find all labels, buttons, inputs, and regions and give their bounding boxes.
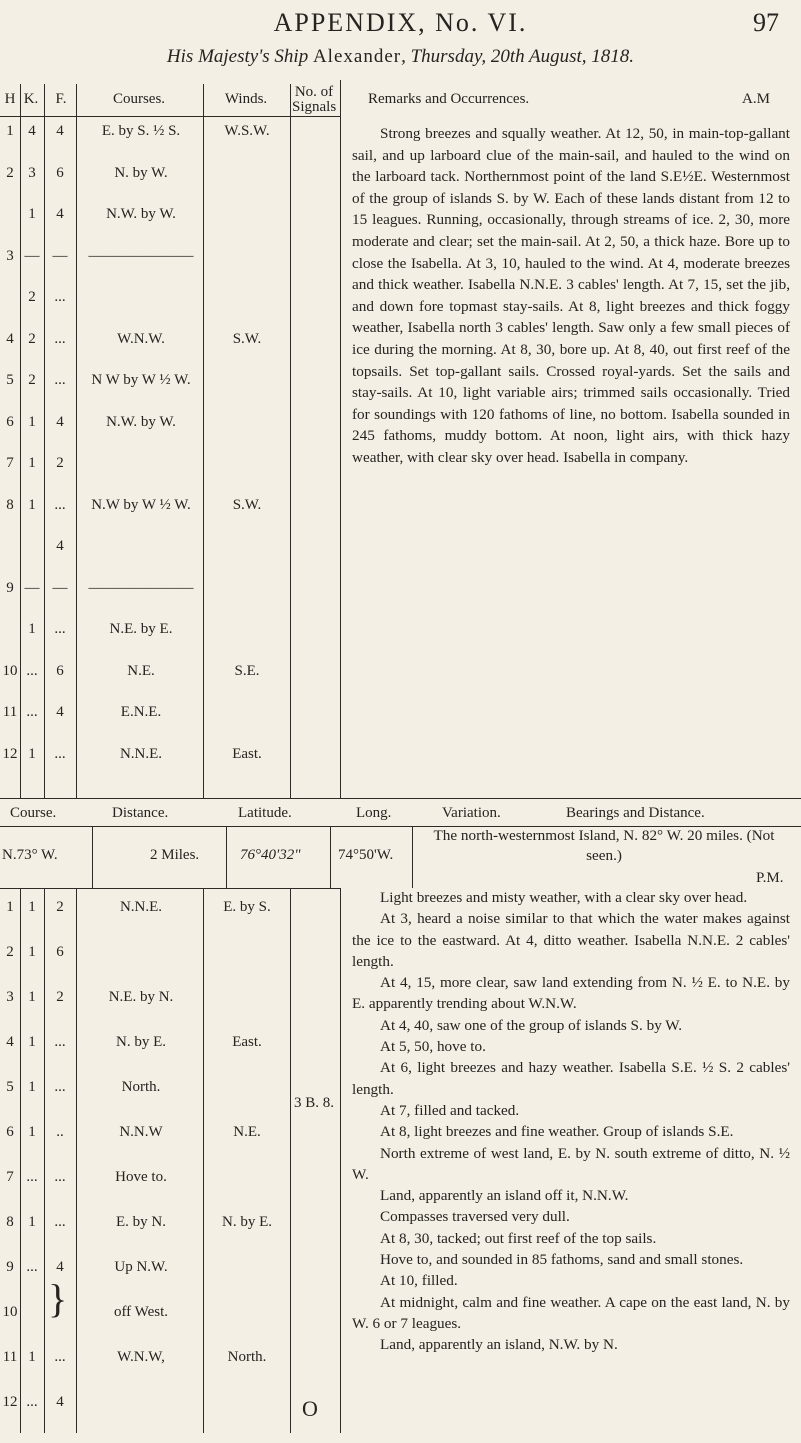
- pm-remark: At 4, 40, saw one of the group of islands S. by W.: [380, 1016, 683, 1034]
- am-row-wind: S.W.: [232, 496, 262, 513]
- subtitle-date: , Thursday, 20th August, 1818.: [401, 46, 635, 67]
- header-knots: K.: [23, 91, 39, 107]
- pm-remark: At midnight, calm and fine weather. A cape on the east land, N. by W. 6 or 7 leagues.: [352, 1293, 790, 1332]
- pm-row-fathoms: ...: [54, 1349, 66, 1365]
- pm-col-rule: [20, 888, 21, 1433]
- am-row-hour: 4: [6, 330, 14, 347]
- pm-row-hour: 8: [6, 1214, 14, 1230]
- am-row-knots: 4: [28, 123, 36, 139]
- pm-signal-2: O: [302, 1396, 318, 1421]
- pm-remark: At 3, heard a noise similar to that which the water makes against the ice to the eastward. At 4, ditto weather. Isabella N.N.E. 2 cables' length.: [352, 910, 790, 970]
- pm-row-fathoms: 2: [56, 989, 64, 1005]
- am-row-course: N.E.: [127, 662, 155, 679]
- pm-row-knots: 1: [28, 1034, 36, 1050]
- pm-row-wind: N. by E.: [222, 1214, 272, 1230]
- pm-row-course: N.N.W: [119, 1124, 163, 1140]
- summary-latitude: 76°40'32": [240, 847, 301, 863]
- pm-row-hour: 1: [6, 899, 14, 915]
- pm-row-course: North.: [121, 1079, 161, 1095]
- am-row-course: N.E. by E.: [109, 621, 173, 637]
- am-row-knots: —: [24, 579, 40, 596]
- am-remarks-text: Strong breezes and squally weather. At 12, 50, in main-top-gallant sail, and up larboard clue of the main-sail, and hauled to the wind on the larboard tack. Northernmost point of the land S.E½E. Westernmost of the group of islands S. by W. Each of these lands distant from 12 to 15 leagues. Running, occasionally, through streams of ice. 2, 30, more moderate and clear; set the main-sail. At 2, 50, a thick haze. Bore up to close the Isabella. At 3, 10, hauled to the wind. At 4, moderate breezes and thick weather. Isabella N.N.E. 3 cables' length. At 7, 15, set the jib, and down fore topmast stay-sails. At 8, light breezes and thick foggy weather, Isabella north 3 cables' length. Saw only a few small pieces of ice during the morning. At 8, 30, bore up. At 8, 40, out first reef of the topsails. Set top-gallant sails. Crossed royal-yards. Set the sails and stay-sails. At 10, light variable airs; trimmed sails occasionally. Tried for soundings with 120 fathoms of line, no bottom. Isabella sounded in 245 fathoms, muddy bottom. At noon, light airs, with thick hazy weather, with clear sky over head. Isabella in company.: [352, 125, 790, 466]
- pm-row-wind: North.: [227, 1349, 267, 1365]
- am-row-fathoms: 2: [56, 455, 64, 471]
- am-row-hour: 11: [2, 704, 18, 720]
- am-row-hour: 8: [6, 496, 14, 513]
- pm-row-hour: 7: [6, 1169, 14, 1185]
- summary-top-rule: [0, 798, 801, 799]
- am-row-course: E.N.E.: [120, 704, 162, 720]
- am-row-fathoms: 4: [56, 413, 64, 430]
- am-row-fathoms: 6: [56, 662, 64, 679]
- am-row-fathoms: 4: [56, 704, 64, 720]
- pm-row-hour: 4: [6, 1034, 14, 1050]
- am-row-wind: S.E.: [234, 662, 260, 679]
- pm-row-fathoms: 4: [56, 1394, 64, 1410]
- pm-remark: At 5, 50, hove to.: [380, 1038, 486, 1056]
- am-row-fathoms: ...: [54, 745, 66, 762]
- am-row-course: N.N.E.: [119, 745, 163, 762]
- summary-col-rule: [92, 826, 93, 888]
- am-row-hour: 9: [6, 579, 14, 596]
- pm-row-hour: 10: [2, 1304, 18, 1320]
- subtitle-ship: His Majesty's Ship: [166, 46, 309, 67]
- am-remarks: [352, 123, 790, 469]
- am-col-rule: [44, 84, 45, 798]
- am-row-fathoms: 4: [56, 206, 64, 222]
- summary-col-rule: [226, 826, 227, 888]
- pm-remark: Compasses traversed very dull.: [380, 1208, 570, 1226]
- pm-row-course: Up N.W.: [114, 1259, 168, 1275]
- pm-row-fathoms: ...: [54, 1169, 66, 1185]
- am-row-knots: 2: [28, 330, 36, 347]
- pm-row-wind: N.E.: [233, 1124, 261, 1140]
- pm-remark: North extreme of west land, E. by N. south extreme of ditto, N. ½ W.: [352, 1144, 790, 1183]
- am-row-fathoms: —: [52, 579, 68, 596]
- am-col-rule: [290, 84, 291, 798]
- summary-header-latitude: Latitude.: [238, 805, 292, 821]
- summary-header-distance: Distance.: [112, 805, 169, 821]
- am-header-rule: [0, 116, 340, 117]
- am-row-fathoms: 4: [56, 123, 64, 139]
- summary-col-rule: [330, 826, 331, 888]
- header-am: A.M: [742, 91, 770, 107]
- am-row-fathoms: ...: [54, 330, 66, 347]
- am-row-fathoms: 6: [56, 164, 64, 181]
- am-row-knots: 1: [28, 413, 36, 430]
- summary-header-course: Course.: [10, 805, 57, 821]
- am-row-knots: 3: [28, 164, 36, 181]
- pm-col-rule: [76, 888, 77, 1433]
- pm-row-knots: 1: [28, 989, 36, 1005]
- am-row-knots: ...: [26, 662, 38, 679]
- am-row-hour: 10: [2, 662, 18, 679]
- am-col-rule: [76, 84, 77, 798]
- pm-row-hour: 3: [6, 989, 14, 1005]
- am-row-course: N.W by W ½ W.: [91, 496, 191, 513]
- pm-row-wind: E. by S.: [223, 899, 271, 915]
- pm-row-course: Hove to.: [115, 1169, 167, 1185]
- pm-signal-1: 3 B. 8.: [294, 1095, 335, 1111]
- pm-row-fathoms: 2: [56, 899, 64, 915]
- pm-row-fathoms: 4: [56, 1259, 64, 1275]
- am-row-course: N.W. by W.: [106, 413, 176, 430]
- log-subtitle: [0, 46, 801, 68]
- pm-row-knots: 1: [28, 1214, 36, 1230]
- pm-row-fathoms: ...: [54, 1214, 66, 1230]
- am-row-course: W.N.W.: [117, 330, 165, 347]
- pm-row-knots: 1: [28, 1124, 36, 1140]
- header-remarks: Remarks and Occurrences.: [368, 91, 530, 107]
- am-row-fathoms: ...: [54, 289, 66, 305]
- pm-row-fathoms: 6: [56, 944, 64, 960]
- pm-row-knots: ...: [26, 1259, 38, 1275]
- pm-top-rule: [0, 888, 340, 889]
- pm-remark: At 6, light breezes and hazy weather. Isabella S.E. ½ S. 2 cables' length.: [352, 1059, 790, 1098]
- am-row-fathoms: 4: [56, 538, 64, 554]
- am-row-hour: 7: [6, 455, 14, 471]
- pm-row-course: E. by N.: [116, 1214, 166, 1230]
- pm-col-rule: [290, 888, 291, 1433]
- pm-row-course: off West.: [113, 1304, 169, 1320]
- pm-row-hour: 5: [6, 1079, 14, 1095]
- pm-remarks-divider: [340, 888, 341, 1433]
- pm-row-knots: ...: [26, 1394, 38, 1410]
- subtitle-ship-name: Alexander: [312, 46, 402, 67]
- brace-9-10: }: [48, 1276, 68, 1321]
- am-row-wind: East.: [232, 745, 262, 762]
- summary-header-bearings: Bearings and Distance.: [566, 805, 705, 821]
- pm-remark: Hove to, and sounded in 85 fathoms, sand and small stones.: [380, 1251, 744, 1269]
- pm-remark: At 10, filled.: [380, 1272, 458, 1290]
- header-hour: H: [4, 91, 16, 107]
- am-row-fathoms: ...: [54, 496, 66, 513]
- pm-row-knots: 1: [28, 1079, 36, 1095]
- summary-header-variation: Variation.: [442, 805, 501, 821]
- pm-row-wind: East.: [232, 1034, 262, 1050]
- summary-bearings: The north-westernmost Island, N. 82° W. 20 miles. (Not seen.): [433, 827, 775, 864]
- pm-remark: At 7, filled and tacked.: [380, 1101, 520, 1119]
- pm-row-knots: ...: [26, 1169, 38, 1185]
- header-courses: Courses.: [112, 91, 166, 107]
- pm-row-course: N.E. by N.: [108, 989, 174, 1005]
- header-fathoms: F.: [55, 91, 67, 107]
- pm-remark: At 4, 15, more clear, saw land extending from N. ½ E. to N.E. by E. apparently trending about W.N.W.: [352, 974, 790, 1013]
- pm-row-knots: 1: [28, 899, 36, 915]
- am-row-knots: 1: [28, 621, 36, 637]
- pm-remark: Land, apparently an island off it, N.N.W.: [380, 1187, 629, 1205]
- pm-remark: At 8, light breezes and fine weather. Group of islands S.E.: [380, 1123, 734, 1141]
- am-col-rule: [203, 84, 204, 798]
- am-row-hour: 5: [6, 372, 14, 388]
- pm-remarks: [352, 887, 790, 1356]
- am-row-hour: 3: [6, 247, 14, 264]
- am-row-course: E. by S. ½ S.: [101, 123, 181, 139]
- header-signals: No. of Signals: [292, 84, 337, 115]
- pm-row-course: N. by E.: [116, 1034, 166, 1050]
- am-row-knots: 1: [28, 496, 36, 513]
- am-row-course: N W by W ½ W.: [91, 372, 191, 388]
- pm-remark: Light breezes and misty weather, with a clear sky over head.: [380, 889, 748, 906]
- pm-row-course: W.N.W,: [117, 1349, 165, 1365]
- pm-remark: At 8, 30, tacked; out first reef of the top sails.: [380, 1229, 657, 1247]
- pm-col-rule: [203, 888, 204, 1433]
- header-pm: P.M.: [756, 870, 784, 886]
- am-row-fathoms: ...: [54, 621, 66, 637]
- am-row-course: ———————: [88, 247, 194, 264]
- summary-distance: 2 Miles.: [150, 847, 200, 863]
- am-row-wind: W.S.W.: [224, 123, 270, 139]
- pm-row-knots: 1: [28, 944, 36, 960]
- am-col-rule: [20, 84, 21, 798]
- am-row-fathoms: —: [52, 247, 68, 264]
- am-row-wind: S.W.: [232, 330, 262, 347]
- am-row-knots: ...: [26, 704, 38, 720]
- am-row-course: N. by W.: [114, 164, 168, 181]
- pm-row-hour: 11: [2, 1349, 18, 1365]
- header-winds: Winds.: [224, 91, 268, 107]
- appendix-title: APPENDIX, No. VI.: [273, 8, 528, 37]
- pm-col-rule: [44, 888, 45, 1433]
- pm-row-hour: 2: [6, 944, 14, 960]
- summary-course: N.73° W.: [2, 847, 58, 863]
- am-row-fathoms: ...: [54, 372, 66, 388]
- am-row-course: ———————: [88, 579, 194, 596]
- am-row-hour: 6: [6, 413, 14, 430]
- am-row-knots: 2: [28, 289, 36, 305]
- pm-row-hour: 12: [2, 1394, 18, 1410]
- page-number: 97: [753, 8, 779, 37]
- am-row-knots: 2: [28, 372, 36, 388]
- am-row-hour: 2: [6, 164, 14, 181]
- pm-row-fathoms: ...: [54, 1079, 66, 1095]
- pm-row-fathoms: ..: [56, 1124, 64, 1140]
- pm-remark: Land, apparently an island, N.W. by N.: [380, 1336, 618, 1354]
- am-row-course: N.W. by W.: [106, 206, 176, 222]
- summary-longitude: 74°50'W.: [338, 847, 394, 863]
- am-row-knots: 1: [28, 206, 36, 222]
- pm-row-course: N.N.E.: [119, 899, 163, 915]
- am-row-hour: 12: [2, 745, 18, 762]
- pm-row-fathoms: ...: [54, 1034, 66, 1050]
- summary-col-rule: [412, 826, 413, 888]
- am-remarks-divider: [340, 80, 341, 798]
- pm-row-hour: 6: [6, 1124, 14, 1140]
- pm-row-hour: 9: [6, 1259, 14, 1275]
- am-row-knots: 1: [28, 455, 36, 471]
- am-row-knots: —: [24, 247, 40, 264]
- pm-row-knots: 1: [28, 1349, 36, 1365]
- summary-header-longitude: Long.: [356, 805, 392, 821]
- am-row-hour: 1: [6, 123, 14, 139]
- am-row-knots: 1: [28, 745, 36, 762]
